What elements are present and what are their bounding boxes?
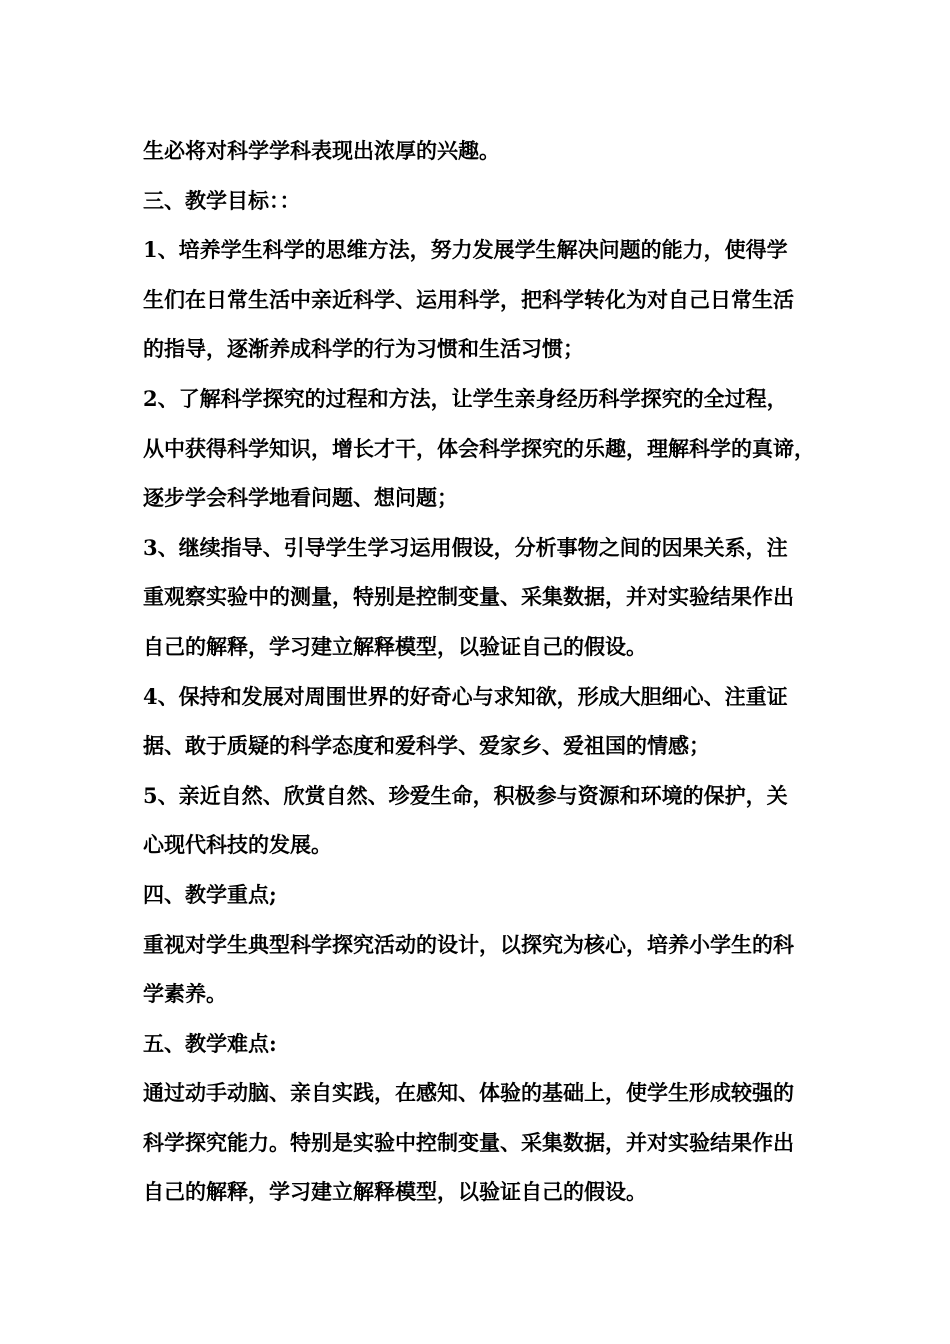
text-line: 4、保持和发展对周围世界的好奇心与求知欲，形成大胆细心、注重证	[143, 683, 788, 709]
text-line: 从中获得科学知识，增长才干，体会科学探究的乐趣，理解科学的真谛，	[143, 435, 815, 461]
text-line: 学素养。	[143, 981, 227, 1007]
text-line: 生们在日常生活中亲近科学、运用科学，把科学转化为对自己日常生活	[143, 286, 794, 312]
text-line: 通过动手动脑、亲自实践，在感知、体验的基础上，使学生形成较强的	[143, 1080, 794, 1106]
text-line: 生必将对科学学科表现出浓厚的兴趣。	[143, 138, 500, 163]
section-heading-objectives: 三、教学目标：：	[143, 187, 301, 213]
section-heading-key-points: 四、教学重点;	[143, 881, 277, 907]
text-line: 3、继续指导、引导学生学习运用假设，分析事物之间的因果关系，注	[143, 534, 788, 560]
text-line: 1、培养学生科学的思维方法，努力发展学生解决问题的能力，使得学	[143, 237, 788, 263]
text-line: 心现代科技的发展。	[143, 832, 332, 858]
text-line: 自己的解释，学习建立解释模型，以验证自己的假设。	[143, 1179, 647, 1205]
text-line: 重观察实验中的测量，特别是控制变量、采集数据，并对实验结果作出	[143, 584, 794, 610]
text-line: 据、敢于质疑的科学态度和爱科学、爱家乡、爱祖国的情感；	[143, 733, 710, 759]
text-line: 自己的解释，学习建立解释模型，以验证自己的假设。	[143, 633, 647, 659]
text-line: 逐步学会科学地看问题、想问题；	[143, 485, 458, 511]
text-line: 2、了解科学探究的过程和方法，让学生亲身经历科学探究的全过程，	[143, 385, 788, 411]
text-line: 的指导，逐渐养成科学的行为习惯和生活习惯；	[143, 336, 584, 362]
text-line: 科学探究能力。特别是实验中控制变量、采集数据，并对实验结果作出	[143, 1129, 794, 1155]
document-body	[143, 126, 843, 1217]
section-heading-difficulties: 五、教学难点:	[143, 1030, 277, 1056]
text-line: 重视对学生典型科学探究活动的设计，以探究为核心，培养小学生的科	[143, 931, 794, 957]
text-line: 5、亲近自然、欣赏自然、珍爱生命，积极参与资源和环境的保护，关	[143, 782, 788, 808]
